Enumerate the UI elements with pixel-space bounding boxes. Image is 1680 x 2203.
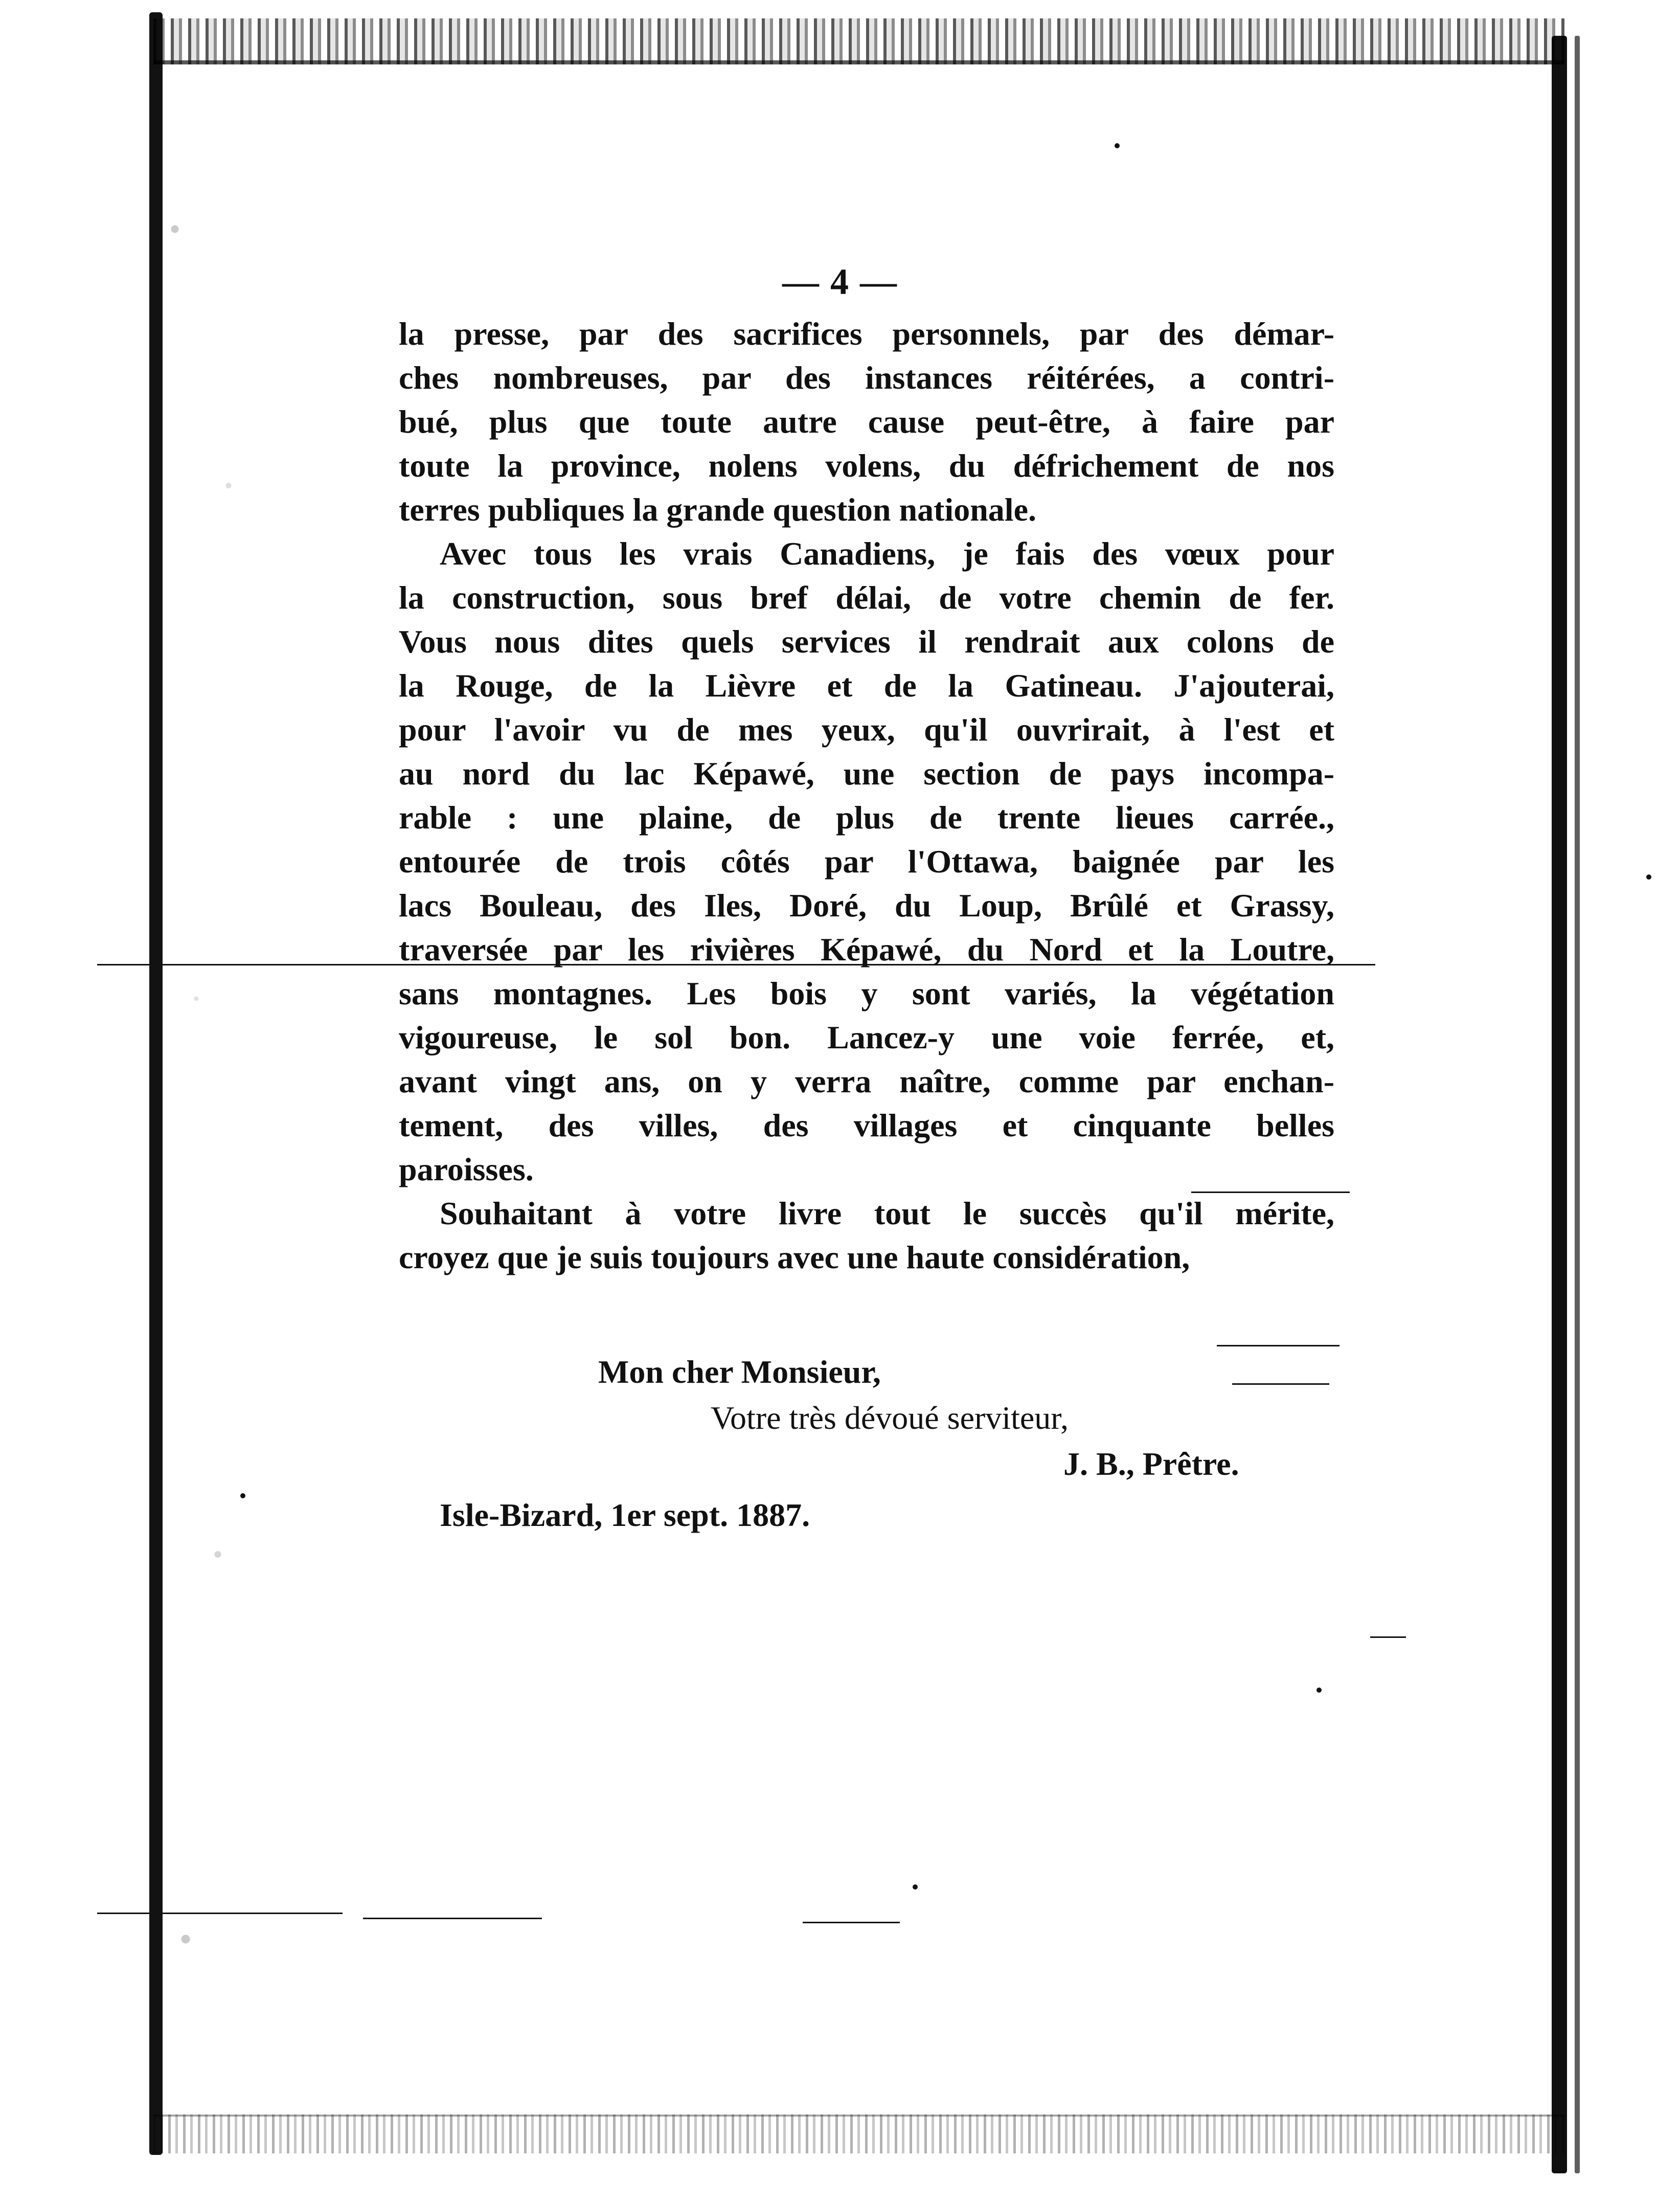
paragraph-2-line-9: lacs Bouleau, des Iles, Doré, du Loup, Brûlé et Grassy, — [399, 887, 1334, 924]
letter-body — [399, 312, 1334, 1279]
scan-speck-4 — [1646, 874, 1651, 880]
paragraph-1-line-4: toute la province, nolens volens, du défrichement de nos — [399, 447, 1334, 484]
paragraph-1-line-1: la presse, par des sacrifices personnels, par des démar- — [399, 316, 1334, 352]
paragraph-2-line-10: traversée par les rivières Képawé, du Nord et la Loutre, — [399, 931, 1334, 968]
horizontal-scan-line-3 — [1217, 1345, 1340, 1346]
paragraph-2-line-12: vigoureuse, le sol bon. Lancez-y une voie ferrée, et, — [399, 1019, 1334, 1055]
left-scan-noise — [153, 15, 261, 2153]
paragraph-2-line-14: tement, des villes, des villages et cinquante belles — [399, 1107, 1334, 1143]
paragraph-2-line-6: au nord du lac Képawé, une section de pays incompa- — [399, 755, 1334, 792]
paragraph-1-line-5: terres publiques la grande question nationale. — [399, 491, 1036, 528]
paragraph-2-line-8: entourée de trois côtés par l'Ottawa, baignée par les — [399, 843, 1334, 880]
paragraph-1-line-3: bué, plus que toute autre cause peut-être, à faire par — [399, 403, 1334, 440]
horizontal-scan-line-2 — [1232, 1383, 1329, 1385]
closing-servant: Votre très dévoué serviteur, — [711, 1400, 1069, 1436]
paragraph-2-line-15: paroisses. — [399, 1151, 534, 1187]
horizontal-scan-line-5 — [97, 1913, 343, 1914]
closing-salutation: Mon cher Monsieur, — [598, 1354, 881, 1390]
paragraph-3-line-2: croyez que je suis toujours avec une haute considération, — [399, 1239, 1190, 1275]
scan-speck-1 — [1115, 143, 1120, 148]
right-binding-shadow — [1575, 36, 1580, 2173]
paragraph-2-line-1: Avec tous les vrais Canadiens, je fais des vœux pour — [440, 535, 1334, 572]
paragraph-2-line-13: avant vingt ans, on y verra naître, comme par enchan- — [399, 1063, 1334, 1099]
page-number: — 4 — — [782, 261, 898, 302]
paragraph-2-line-11: sans montagnes. Les bois y sont variés, la végétation — [399, 975, 1334, 1011]
paragraph-2-line-7: rable : une plaine, de plus de trente lieues carrée., — [399, 799, 1334, 836]
paragraph-2-line-2: la construction, sous bref délai, de votre chemin de fer. — [399, 579, 1334, 616]
signature: J. B., Prêtre. — [1063, 1446, 1239, 1482]
horizontal-scan-line-6 — [363, 1918, 542, 1919]
right-binding-edge — [1552, 36, 1567, 2173]
top-scan-noise — [153, 18, 1564, 64]
bottom-scan-noise — [153, 2115, 1564, 2153]
paragraph-1-line-2: ches nombreuses, par des instances réitérées, a contri- — [399, 359, 1334, 396]
place-date: Isle-Bizard, 1er sept. 1887. — [440, 1497, 810, 1533]
horizontal-scan-line-8 — [1370, 1636, 1406, 1638]
scan-speck-5 — [913, 1884, 918, 1890]
paragraph-2-line-3: Vous nous dites quels services il rendrait aux colons de — [399, 623, 1334, 660]
horizontal-scan-line-7 — [803, 1922, 900, 1923]
left-binding-edge — [149, 12, 163, 2155]
paragraph-3-line-1: Souhaitant à votre livre tout le succès qu'il mérite, — [440, 1195, 1334, 1231]
paragraph-2-line-5: pour l'avoir vu de mes yeux, qu'il ouvrirait, à l'est et — [399, 711, 1334, 748]
scan-speck-2 — [240, 1493, 245, 1498]
scan-speck-3 — [1316, 1688, 1322, 1693]
paragraph-2-line-4: la Rouge, de la Lièvre et de la Gatineau. J'ajouterai, — [399, 667, 1334, 704]
